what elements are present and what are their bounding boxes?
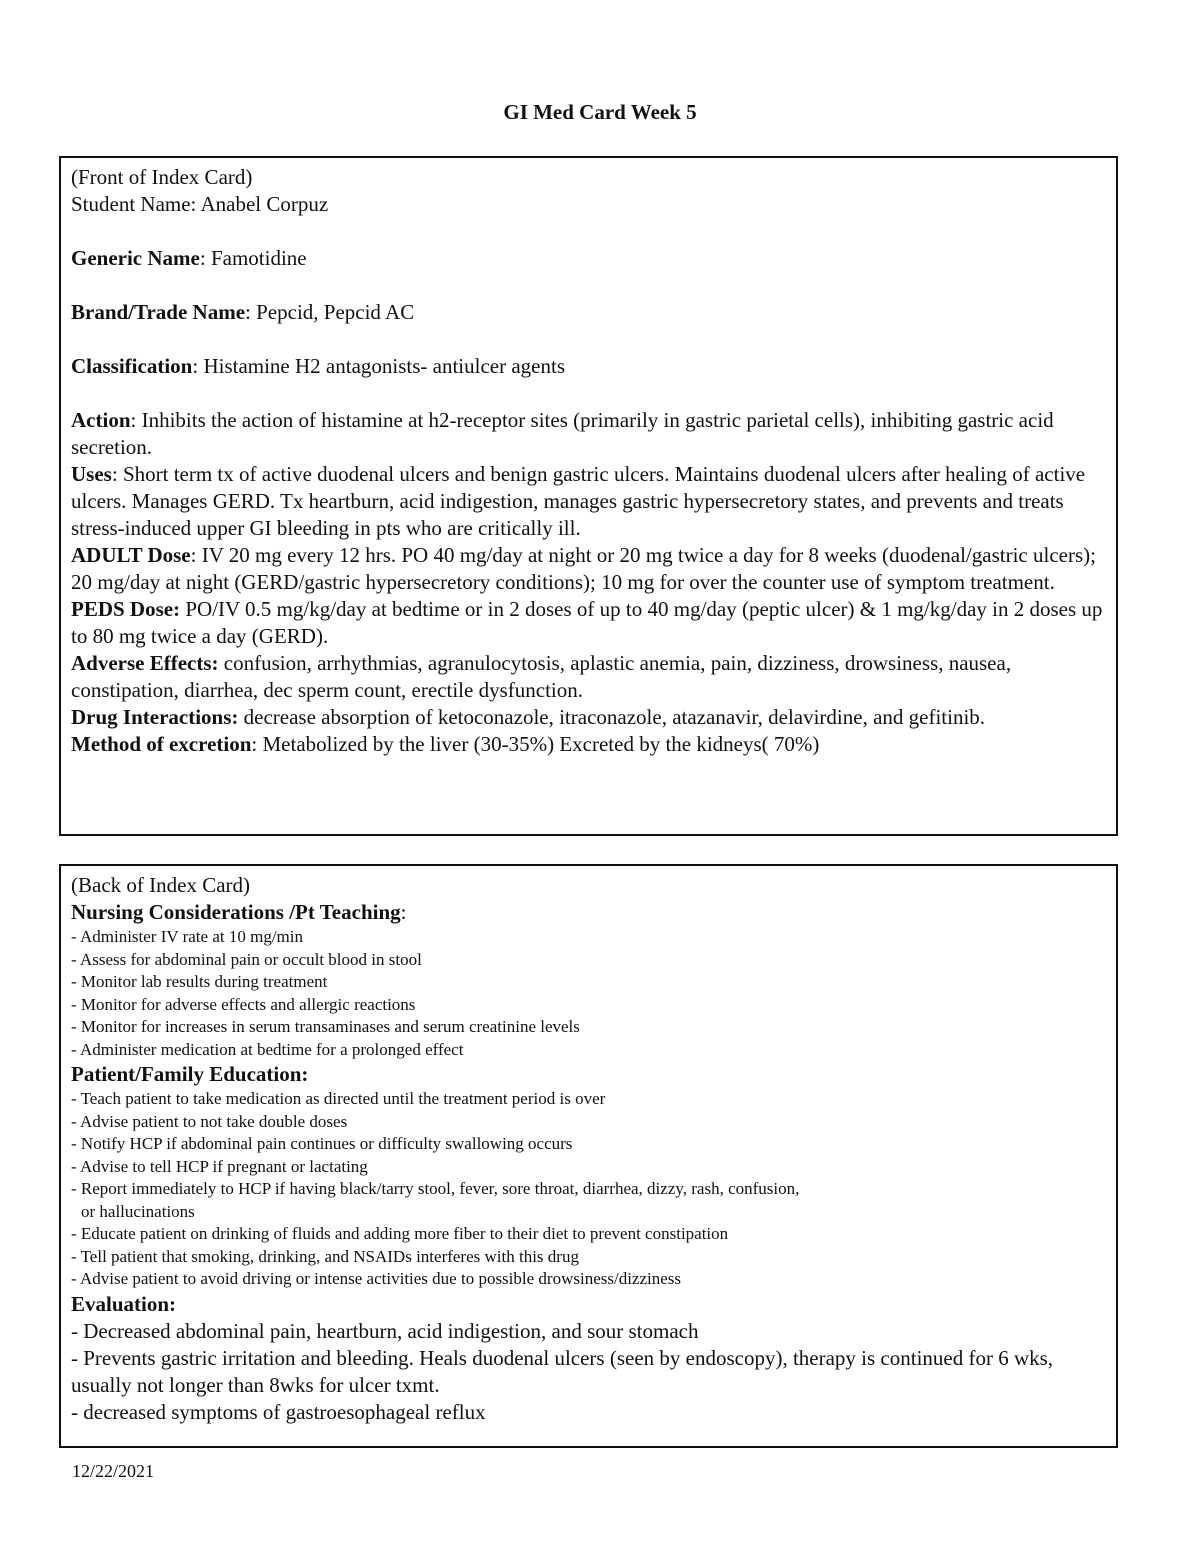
field-label: Drug Interactions: — [71, 705, 239, 729]
field-value: IV 20 mg every 12 hrs. PO 40 mg/day at night or 20 mg twice a day for 8 weeks (duodenal/gastric ulcers); 20 mg/day at night (GERD/gastric hypersecretory conditions); 10 mg for over the counter use of symptom treatment. — [71, 543, 1096, 594]
field-method-of-excretion: Method of excretion: Metabolized by the liver (30-35%) Excreted by the kidneys( 70%) — [71, 732, 820, 756]
field-label: Adverse Effects: — [71, 651, 219, 675]
field-value: Histamine H2 antagonists- antiulcer agents — [203, 354, 566, 378]
list-item: - decreased symptoms of gastroesophageal reflux — [71, 1399, 486, 1424]
list-item: - Teach patient to take medication as directed until the treatment period is over — [71, 1089, 606, 1108]
front-index-card — [59, 156, 1118, 836]
field-value: PO/IV 0.5 mg/kg/day at bedtime or in 2 doses of up to 40 mg/day (peptic ulcer) & 1 mg/kg/day in 2 doses up to 80 mg twice a day (GERD). — [71, 597, 1103, 648]
field-value: Famotidine — [210, 246, 307, 270]
field-label: Generic Name — [71, 246, 200, 270]
list-item: - Prevents gastric irritation and bleeding. Heals duodenal ulcers (seen by endoscopy), therapy is continued for 6 wks, usually not longer than 8wks for ulcer txmt. — [71, 1345, 1054, 1397]
student-name: Student Name: Anabel Corpuz — [71, 192, 329, 216]
list-item: - Assess for abdominal pain or occult blood in stool — [71, 949, 422, 969]
field-action: Action: Inhibits the action of histamine at h2-receptor sites (primarily in gastric parietal cells), inhibiting gastric acid secretion. — [71, 408, 1054, 459]
field-value: confusion, arrhythmias, agranulocytosis, aplastic anemia, pain, dizziness, drowsiness, nausea, constipation, diarrhea, dec sperm count, erectile dysfunction. — [71, 651, 1012, 702]
list-item: - Notify HCP if abdominal pain continues or difficulty swallowing occurs — [71, 1134, 573, 1153]
field-value: Metabolized by the liver (30-35%) Excreted by the kidneys( 70%) — [262, 732, 820, 756]
field-label: Uses — [71, 462, 112, 486]
field-adult-dose: ADULT Dose: IV 20 mg every 12 hrs. PO 40 mg/day at night or 20 mg twice a day for 8 weeks (duodenal/gastric ulcers); 20 mg/day at night (GERD/gastric hypersecretory conditions); 10 mg for over the counter use of symptom treatment. — [71, 543, 1096, 594]
list-item: - Report immediately to HCP if having black/tarry stool, fever, sore throat, diarrhea, dizzy, rash, confusion, — [71, 1179, 800, 1198]
field-drug-interactions — [71, 704, 1106, 731]
field-adverse-effects — [71, 650, 1106, 704]
field-generic-name: Generic Name: Famotidine — [71, 246, 307, 270]
field-label: ADULT Dose — [71, 543, 191, 567]
field-value: Short term tx of active duodenal ulcers and benign gastric ulcers. Maintains duodenal ulcers after healing of active ulcers. Manages GERD. Tx heartburn, acid indigestion, manages gastric hypersecretory states, and prevents and treats stress-induced upper GI bleeding in pts who are critically ill. — [71, 462, 1086, 540]
field-value: Pepcid, Pepcid AC — [256, 300, 415, 324]
field-label: Action — [71, 408, 131, 432]
field-peds-dose — [71, 596, 1106, 650]
field-label: PEDS Dose: — [71, 597, 181, 621]
list-item: - Advise patient to avoid driving or intense activities due to possible drowsiness/dizziness — [71, 1269, 682, 1288]
field-brand-name: Brand/Trade Name: Pepcid, Pepcid AC — [71, 300, 415, 324]
field-label: Brand/Trade Name — [71, 300, 246, 324]
field-classification: Classification: Histamine H2 antagonists- antiulcer agents — [71, 354, 566, 378]
list-item: - Administer medication at bedtime for a prolonged effect — [71, 1039, 464, 1059]
list-item: - Educate patient on drinking of fluids and adding more fiber to their diet to prevent constipation — [71, 1224, 729, 1243]
patient-education-heading: Patient/Family Education: — [71, 1062, 309, 1086]
field-label: Method of excretion — [71, 732, 252, 756]
field-value: decrease absorption of ketoconazole, itraconazole, atazanavir, delavirdine, and gefitinib. — [243, 705, 986, 729]
field-value: Inhibits the action of histamine at h2-receptor sites (primarily in gastric parietal cells), inhibiting gastric acid secretion. — [71, 408, 1054, 459]
evaluation-heading: Evaluation: — [71, 1291, 177, 1316]
list-item: - Advise to tell HCP if pregnant or lactating — [71, 1156, 368, 1176]
list-item: - Monitor for adverse effects and allergic reactions — [71, 994, 416, 1014]
footer-date: 12/22/2021 — [72, 1461, 155, 1481]
list-item-continuation: or hallucinations — [81, 1201, 195, 1221]
field-label: Classification — [71, 354, 193, 378]
list-item: - Monitor lab results during treatment — [71, 972, 328, 991]
nursing-considerations-list — [71, 926, 1106, 1061]
list-item: - Decreased abdominal pain, heartburn, acid indigestion, and sour stomach — [71, 1318, 699, 1343]
field-uses: Uses: Short term tx of active duodenal ulcers and benign gastric ulcers. Maintains duodenal ulcers after healing of active ulcers. Manages GERD. Tx heartburn, acid indigestion, manages gastric hypersecretory states, and prevents and treats stress-induced upper GI bleeding in pts who are critically ill. — [71, 462, 1086, 540]
list-item: - Tell patient that smoking, drinking, and NSAIDs interferes with this drug — [71, 1246, 579, 1266]
list-item: - Administer IV rate at 10 mg/min — [71, 927, 303, 946]
patient-education-list — [71, 1088, 1106, 1291]
list-item: - Monitor for increases in serum transaminases and serum creatinine levels — [71, 1017, 580, 1036]
back-index-card — [59, 864, 1118, 1448]
page-title: GI Med Card Week 5 — [503, 100, 697, 124]
front-card-header: (Front of Index Card) — [71, 165, 253, 189]
evaluation-list — [71, 1318, 1106, 1426]
nursing-considerations-heading: Nursing Considerations /Pt Teaching: — [71, 900, 407, 924]
list-item: - Advise patient to not take double doses — [71, 1111, 348, 1131]
back-card-header: (Back of Index Card) — [71, 873, 251, 897]
